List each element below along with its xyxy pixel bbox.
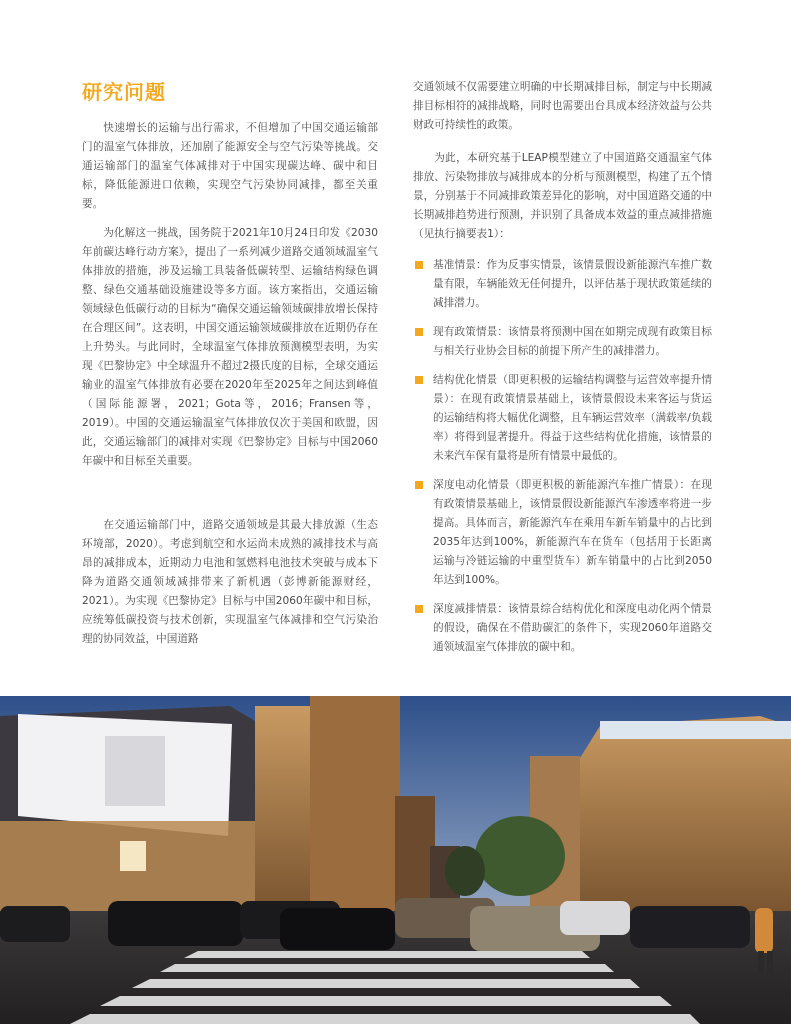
left-paragraph-1: 快速增长的运输与出行需求，不但增加了中国交通运输部门的温室气体排放，还加剧了能源安全与空气污染等挑战。交通运输部门的温室气体减排对于中国实现碳达峰、碳中和目标，降低能源进口依赖，实现空气污染协同减排，都至关重要。	[82, 122, 378, 210]
left-paragraph-2: 为化解这一挑战，国务院于2021年10月24日印发《2030年前碳达峰行动方案》，提出了一系列减少道路交通领域温室气体排放的措施，涉及运输工具装备低碳转型、运输结构绿色调整、绿色交通基础设施建设等多方面。该方案指出，交通运输领域绿色低碳行动的目标为“确保交通运输领域碳排放增长保持在合理区间”。这表明，中国交通运输领域碳排放在近期仍存在上升势头。与此同时，全球温室气体排放预测模型表明，为实现《巴黎协定》中全球温升不超过2摄氏度的目标，全球交通运输业的温室气体排放有必要在2020年至2025年之间达到峰值（国际能源署，2021；Gota等，2016；Fransen等，2019）。中国的交通运输温室气体排放仅次于美国和欧盟，因此，交通运输部门的减排对实现《巴黎协定》目标与中国2060年碳中和目标至关重要。	[82, 227, 378, 467]
scenario-list	[413, 256, 712, 657]
right-paragraph-1: 交通领域不仅需要建立明确的中长期减排目标，制定与中长期减排目标相符的减排战略，同时也需要出台具成本经济效益与公共财政可持续性的政策。	[413, 81, 712, 131]
scenario-text: 深度电动化情景（即更积极的新能源汽车推广情景）：在现有政策情景基础上，该情景假设新能源汽车渗透率将进一步提高。具体而言，新能源汽车在乘用车新车销量中的占比到2035年达到100%，新能源汽车在货车（包括用于长距离运输与冷链运输的中重型货车）新车销量中的占比到2050年达到100%。	[433, 479, 712, 586]
square-bullet-icon	[415, 481, 423, 489]
section-title: 研究问题	[82, 80, 166, 104]
scenario-text: 现有政策情景：该情景将预测中国在如期完成现有政策目标与相关行业协会目标的前提下所产生的减排潜力。	[433, 326, 712, 357]
square-bullet-icon	[415, 261, 423, 269]
right-paragraph-2: 为此，本研究基于LEAP模型建立了中国道路交通温室气体排放、污染物排放与减排成本的分析与预测模型，构建了五个情景，分别基于不同减排政策差异化的影响，对中国道路交通的中长期减排趋势进行预测，并识别了具备成本效益的重点减排措施（见执行摘要表1）：	[413, 152, 712, 240]
scenario-item-current-policy	[413, 323, 712, 361]
square-bullet-icon	[415, 605, 423, 613]
scenario-item-deep-electrification	[413, 476, 712, 590]
square-bullet-icon	[415, 376, 423, 384]
scenario-text: 深度减排情景：该情景综合结构优化和深度电动化两个情景的假设，确保在不借助碳汇的条件下，实现2060年道路交通领域温室气体排放的碳中和。	[433, 603, 712, 653]
city-street-photo	[0, 696, 791, 1024]
square-bullet-icon	[415, 328, 423, 336]
scenario-item-structure-optimization	[413, 371, 712, 466]
scenario-item-baseline	[413, 256, 712, 313]
left-paragraph-3: 在交通运输部门中，道路交通领域是其最大排放源（生态环境部，2020）。考虑到航空和水运尚未成熟的减排技术与高昂的减排成本，近期动力电池和氢燃料电池技术突破与成本下降为道路交通领域减排带来了新机遇（彭博新能源财经，2021）。为实现《巴黎协定》目标与中国2060年碳中和目标，应统筹低碳投资与技术创新，实现温室气体减排和空气污染治理的协同效益，中国道路	[82, 519, 378, 645]
scenario-text: 结构优化情景（即更积极的运输结构调整与运营效率提升情景）：在现有政策情景基础上，该情景假设未来客运与货运的运输结构将大幅优化调整，且车辆运营效率（满载率/负载率）将得到显著提升。得益于这些结构优化措施，该情景的未来汽车保有量将是所有情景中最低的。	[433, 374, 713, 462]
scenario-text: 基准情景：作为反事实情景，该情景假设新能源汽车推广数量有限，车辆能效无任何提升，以评估基于现状政策延续的减排潜力。	[433, 259, 712, 309]
scenario-item-deep-decarbonization	[413, 600, 712, 657]
